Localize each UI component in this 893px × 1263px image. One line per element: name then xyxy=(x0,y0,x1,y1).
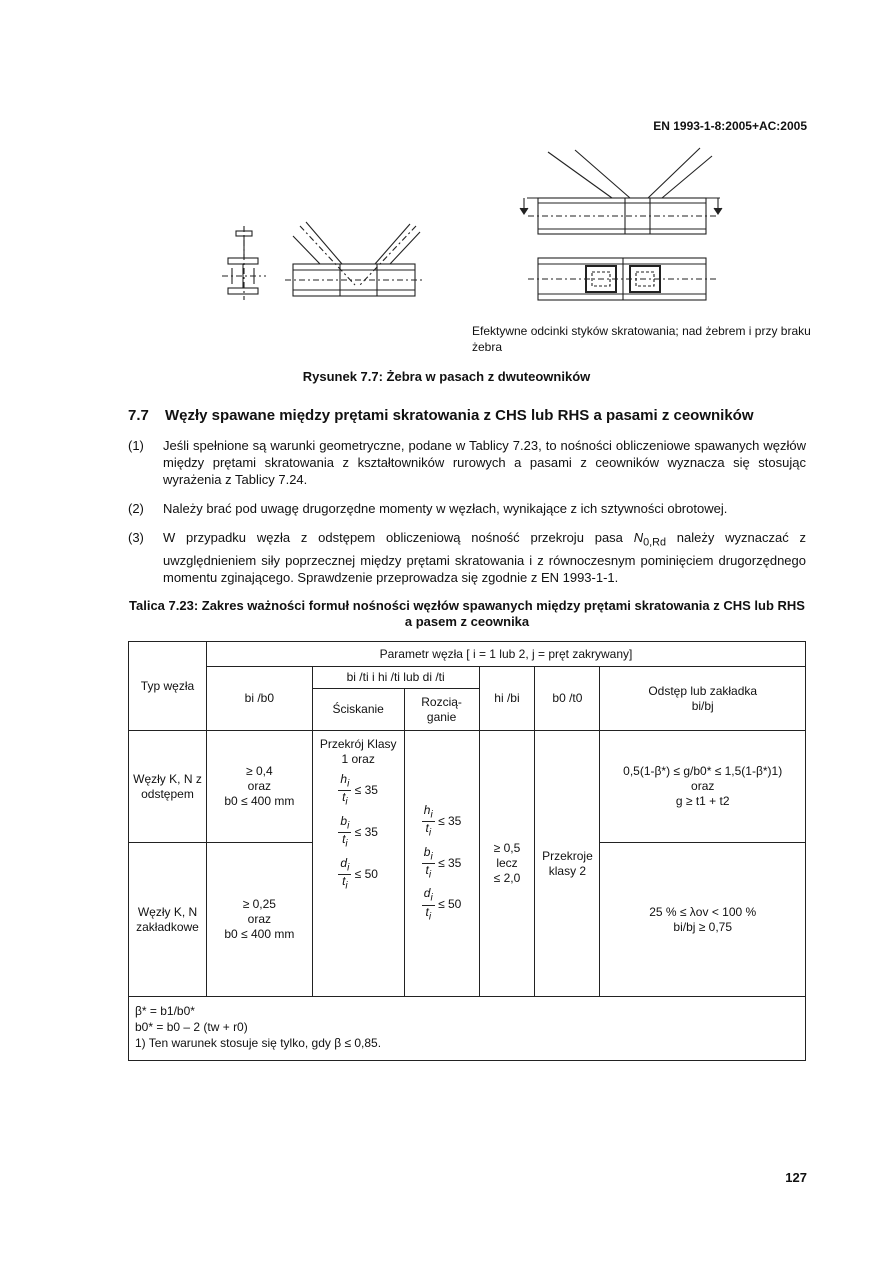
hi-bi-range: ≥ 0,5 lecz ≤ 2,0 xyxy=(479,731,535,997)
header-tension: Rozcią- ganie xyxy=(404,689,479,731)
header-compression: Ściskanie xyxy=(312,689,404,731)
validity-table xyxy=(128,641,806,1061)
section-heading xyxy=(128,407,754,424)
compression-limits: Przekrój Klasy 1 oraz $\frac{h_i}{t_i}$ ≤ 35 $\frac{b_i}{t_i}$ ≤ 35 $\frac{d_i}{t_i}$ ≤ 50 xyxy=(312,731,404,997)
plan-drawing xyxy=(528,258,716,300)
section-number: 7.7 xyxy=(128,407,149,424)
elevation-drawing xyxy=(520,148,722,234)
header-slenderness: bi /ti i hi /ti lub di /ti xyxy=(312,667,479,689)
paragraph-2 xyxy=(128,500,806,517)
figure-note: Efektywne odcinki styków skratowania; nad żebrem i przy braku żebra xyxy=(472,324,811,354)
header-parameter: Parametr węzła [ i = 1 lub 2, j = pręt zakrywany] xyxy=(206,642,805,667)
header-hi-bi: hi /bi xyxy=(479,667,535,731)
row-gap-type: Węzły K, N z odstępem xyxy=(129,731,207,843)
tension-limits: $\frac{h_i}{t_i}$ ≤ 35 $\frac{b_i}{t_i}$ ≤ 35 $\frac{d_i}{t_i}$ ≤ 50 xyxy=(404,731,479,997)
standard-header: EN 1993-1-8:2005+AC:2005 xyxy=(653,119,807,133)
row-gap-bi-b0: ≥ 0,4 oraz b0 ≤ 400 mm xyxy=(206,731,312,843)
figure-caption: Rysunek 7.7: Żebra w pasach z dwuteowników xyxy=(302,369,591,384)
k-joint-drawing xyxy=(285,222,425,296)
row-overlap-condition: 25 % ≤ λov < 100 % bi/bj ≥ 0,75 xyxy=(600,843,806,997)
row-gap-condition: 0,5(1-β*) ≤ g/b0* ≤ 1,5(1-β*)1) oraz g ≥ t1 + t2 xyxy=(600,731,806,843)
paragraph-text: Należy brać pod uwagę drugorzędne momenty w węzłach, wynikające z ich sztywności obrotowej. xyxy=(163,501,728,516)
paragraph-text: Jeśli spełnione są warunki geometryczne, podane w Tablicy 7.23, to nośności obliczeniowe spawanych węzłów między prętami skratowania z kształtowników rurowych a pasami z ceowników wyznacza się stosując wyrażenia z Tablicy 7.24. xyxy=(163,438,806,487)
header-bi-b0: bi /b0 xyxy=(206,667,312,731)
header-gap: Odstęp lub zakładka bi/bj xyxy=(600,667,806,731)
paragraph-number: (1) xyxy=(128,438,144,453)
paragraph-3 xyxy=(128,529,806,586)
paragraph-number: (3) xyxy=(128,530,144,545)
section-title: Węzły spawane między prętami skratowania z CHS lub RHS a pasami z ceowników xyxy=(165,407,754,424)
page-number: 127 xyxy=(785,1170,807,1185)
b0-t0-class: Przekroje klasy 2 xyxy=(535,731,600,997)
table-caption: Talica 7.23: Zakres ważności formuł nośności węzłów spawanych między prętami skratowania z CHS lub RHS a pasem z ceownika xyxy=(129,598,805,629)
row-overlap-type: Węzły K, N zakładkowe xyxy=(129,843,207,997)
figure-rib-diagram xyxy=(0,0,893,370)
paragraph-1 xyxy=(128,437,806,488)
table-notes: β* = b1/b0* b0* = b0 – 2 (tw + r0) 1) Ten warunek stosuje się tylko, gdy β ≤ 0,85. xyxy=(129,997,806,1061)
row-overlap-bi-b0: ≥ 0,25 oraz b0 ≤ 400 mm xyxy=(206,843,312,997)
paragraph-text: W przypadku węzła z odstępem obliczeniową nośność przekroju pasa $N_{0,Rd}$ należy wyznaczać z uwzględnieniem siły poprzecznej między prętami skratowania i z równoczesnym pominięciem drugorzędnego momentu zginającego. Sprawdzenie przeprowadza się zgodnie z EN 1993-1-1. xyxy=(163,530,806,585)
header-b0-t0: b0 /t0 xyxy=(535,667,600,731)
paragraph-number: (2) xyxy=(128,501,144,516)
i-section-drawing xyxy=(222,226,266,300)
header-joint-type: Typ węzła xyxy=(129,642,207,731)
